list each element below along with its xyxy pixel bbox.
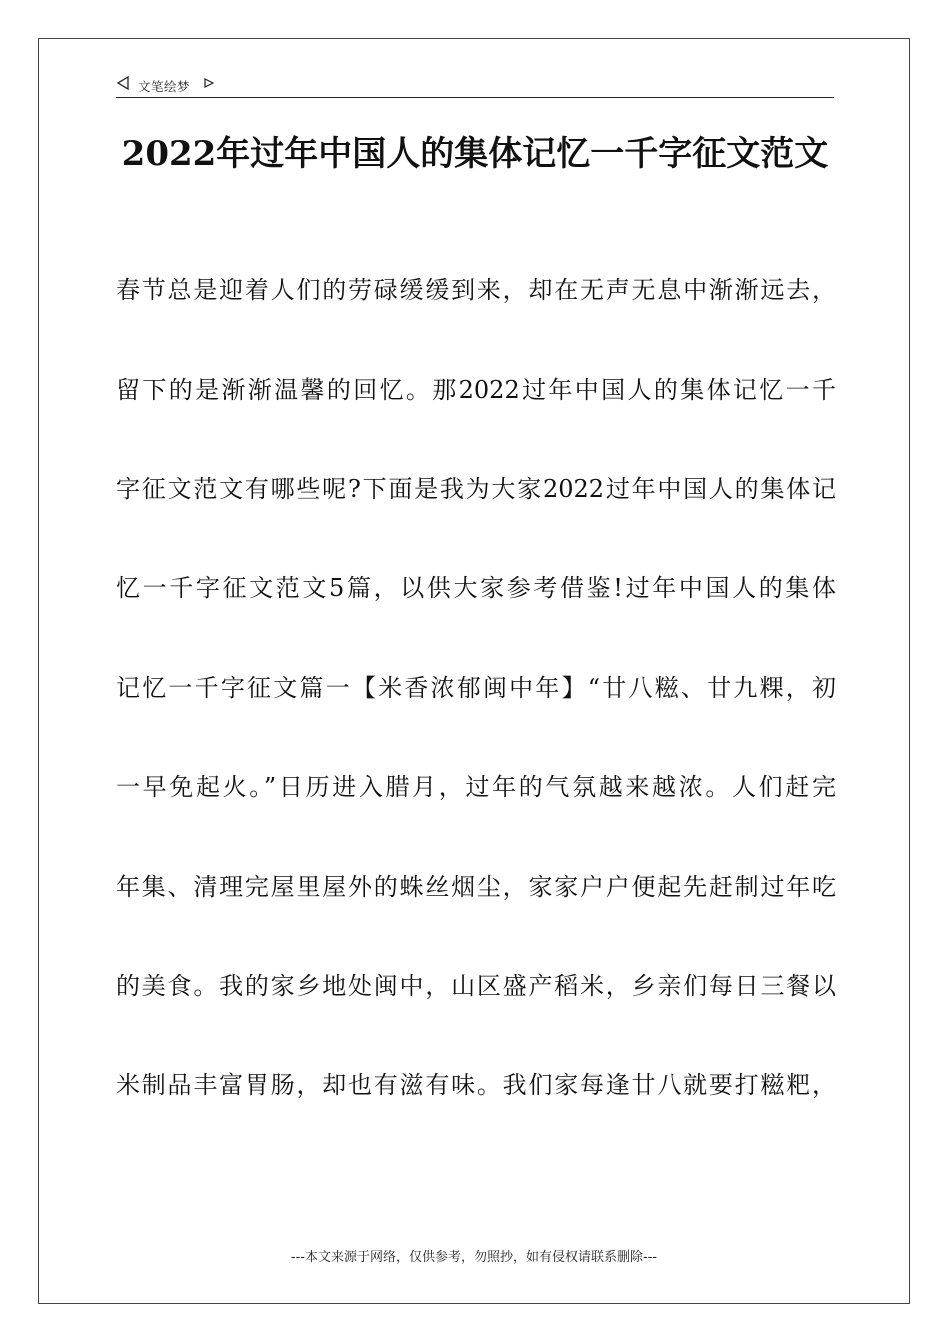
left-triangle-outline-icon	[116, 76, 130, 90]
body-line: 记忆一千字征文篇一【米香浓郁闽中年】“廿八糍、廿九粿，初	[116, 674, 836, 702]
footer-notice: ---本文来源于网络，仅供参考，勿照抄，如有侵权请联系删除---	[290, 1250, 658, 1265]
body-line: 米制品丰富胃肠，却也有滋有味。我们家每逢廿八就要打糍粑，	[116, 1071, 836, 1099]
body-line: 留下的是渐渐温馨的回忆。那2022过年中国人的集体记忆一千	[116, 376, 836, 404]
page-header	[116, 74, 834, 98]
body-line: 的美食。我的家乡地处闽中，山区盛产稻米，乡亲们每日三餐以	[116, 972, 836, 1000]
body-line: 字征文范文有哪些呢?下面是我为大家2022过年中国人的集体记	[116, 475, 836, 503]
body-line: 一早免起火。”日历进入腊月，过年的气氛越来越浓。人们赶完	[116, 773, 836, 801]
body-line: 春节总是迎着人们的劳碌缓缓到来，却在无声无息中渐渐远去，	[116, 276, 836, 304]
header-brand: 文笔绘梦	[138, 79, 191, 94]
body-line: 忆一千字征文范文5篇，以供大家参考借鉴!过年中国人的集体	[116, 574, 836, 602]
document-title: 2022年过年中国人的集体记忆一千字征文范文	[121, 134, 829, 174]
body-line: 年集、清理完屋里屋外的蛛丝烟尘，家家户户便起先赶制过年吃	[116, 873, 836, 901]
right-triangle-outline-icon	[204, 78, 214, 88]
